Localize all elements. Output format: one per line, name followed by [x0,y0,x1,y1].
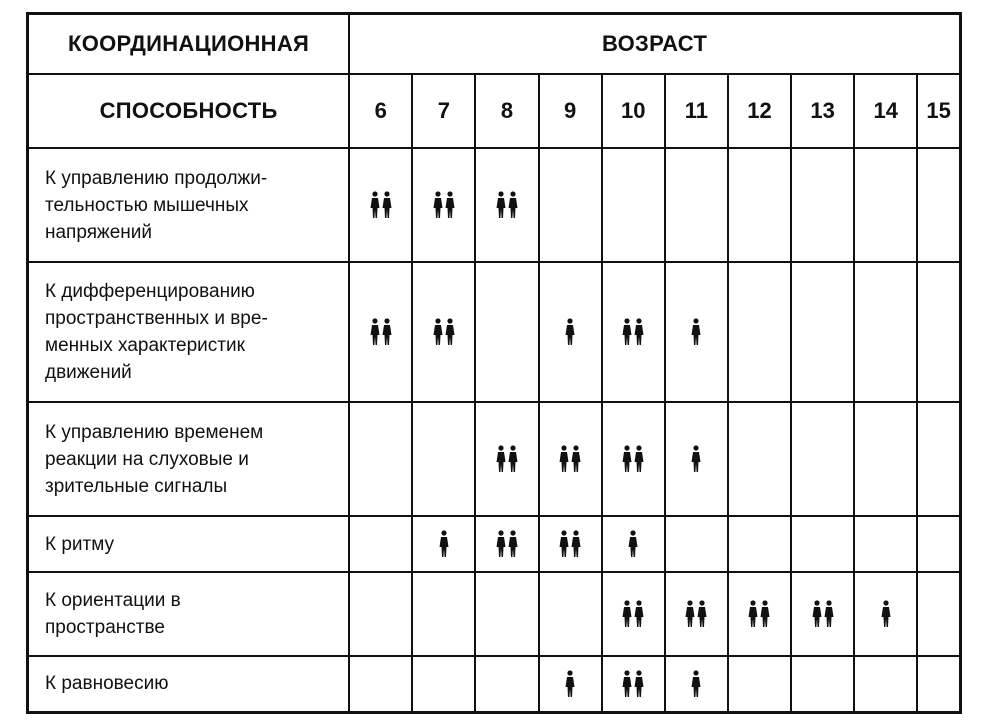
person-icon [622,670,632,698]
coordination-age-table [26,12,962,714]
age-6: 6 [349,74,412,148]
age-8: 8 [475,74,538,148]
person-icon [370,318,380,346]
mark-cell-age-9 [539,572,602,656]
person-icon [622,600,632,628]
table-row [28,656,961,712]
two-persons-icon [495,196,519,213]
person-icon [508,191,518,219]
two-persons-icon [811,605,835,622]
mark-cell-age-6 [349,402,412,516]
person-icon [496,191,506,219]
two-persons-icon [432,323,456,340]
age-10: 10 [602,74,665,148]
mark-cell-age-11 [665,262,728,402]
age-12: 12 [728,74,791,148]
ability-label: К ритму [28,516,350,572]
mark-cell-age-7 [412,148,475,262]
two-persons-icon [747,605,771,622]
two-persons-icon [621,675,645,692]
person-icon [697,600,707,628]
two-persons-icon [495,535,519,552]
ability-label: К управлению временем реакции на слуховые и зрительные сигналы [28,402,350,516]
mark-cell-age-7 [412,402,475,516]
mark-cell-age-13 [791,402,854,516]
mark-cell-age-14 [854,516,917,572]
person-icon [370,191,380,219]
ability-label: К равновесию [28,656,350,712]
person-icon [627,535,639,552]
mark-cell-age-12 [728,572,791,656]
mark-cell-age-11 [665,572,728,656]
ability-header-line1: КООРДИНАЦИОННАЯ [28,14,350,75]
mark-cell-age-12 [728,148,791,262]
mark-cell-age-10 [602,148,665,262]
mark-cell-age-15 [917,516,960,572]
person-icon [691,318,701,346]
person-icon [564,675,576,692]
mark-cell-age-7 [412,656,475,712]
person-icon [634,670,644,698]
mark-cell-age-7 [412,262,475,402]
mark-cell-age-6 [349,148,412,262]
person-icon [564,323,576,340]
ability-header-line2: СПОСОБНОСТЬ [28,74,350,148]
two-persons-icon [621,450,645,467]
person-icon [433,318,443,346]
person-icon [690,450,702,467]
two-persons-icon [369,196,393,213]
table-row [28,148,961,262]
person-icon [565,318,575,346]
mark-cell-age-12 [728,516,791,572]
person-icon [382,191,392,219]
mark-cell-age-10 [602,516,665,572]
mark-cell-age-15 [917,148,960,262]
person-icon [508,530,518,558]
mark-cell-age-6 [349,262,412,402]
mark-cell-age-14 [854,402,917,516]
table-row [28,262,961,402]
age-15: 15 [917,74,960,148]
mark-cell-age-11 [665,516,728,572]
mark-cell-age-9 [539,516,602,572]
mark-cell-age-8 [475,572,538,656]
person-icon [748,600,758,628]
mark-cell-age-10 [602,572,665,656]
mark-cell-age-13 [791,572,854,656]
age-7: 7 [412,74,475,148]
person-icon [559,530,569,558]
person-icon [445,191,455,219]
header-row-ages [28,74,961,148]
mark-cell-age-6 [349,572,412,656]
table-row [28,402,961,516]
person-icon [691,670,701,698]
person-icon [439,530,449,558]
mark-cell-age-11 [665,148,728,262]
mark-cell-age-9 [539,148,602,262]
person-icon [812,600,822,628]
person-icon [622,445,632,473]
header-row-top [28,14,961,75]
mark-cell-age-12 [728,402,791,516]
person-icon [433,191,443,219]
mark-cell-age-10 [602,656,665,712]
mark-cell-age-13 [791,262,854,402]
mark-cell-age-15 [917,572,960,656]
mark-cell-age-13 [791,516,854,572]
mark-cell-age-7 [412,572,475,656]
table-row [28,572,961,656]
mark-cell-age-14 [854,148,917,262]
ability-label: К управлению продолжи- тельностью мышечных напряжений [28,148,350,262]
person-icon [634,445,644,473]
person-icon [559,445,569,473]
two-persons-icon [432,196,456,213]
two-persons-icon [684,605,708,622]
person-icon [496,445,506,473]
person-icon [382,318,392,346]
person-icon [685,600,695,628]
person-icon [622,318,632,346]
table-row [28,516,961,572]
two-persons-icon [621,323,645,340]
person-icon [691,445,701,473]
mark-cell-age-6 [349,516,412,572]
mark-cell-age-6 [349,656,412,712]
person-icon [824,600,834,628]
ability-label: К ориентации в пространстве [28,572,350,656]
person-icon [445,318,455,346]
mark-cell-age-8 [475,262,538,402]
mark-cell-age-13 [791,148,854,262]
age-header: ВОЗРАСТ [349,14,960,75]
mark-cell-age-8 [475,148,538,262]
person-icon [496,530,506,558]
person-icon [565,670,575,698]
mark-cell-age-14 [854,262,917,402]
person-icon [438,535,450,552]
person-icon [690,323,702,340]
mark-cell-age-13 [791,656,854,712]
mark-cell-age-11 [665,402,728,516]
age-9: 9 [539,74,602,148]
person-icon [690,675,702,692]
mark-cell-age-14 [854,572,917,656]
mark-cell-age-12 [728,656,791,712]
person-icon [508,445,518,473]
two-persons-icon [621,605,645,622]
mark-cell-age-9 [539,262,602,402]
mark-cell-age-7 [412,516,475,572]
mark-cell-age-15 [917,402,960,516]
person-icon [881,600,891,628]
mark-cell-age-8 [475,656,538,712]
mark-cell-age-9 [539,656,602,712]
mark-cell-age-10 [602,262,665,402]
mark-cell-age-11 [665,656,728,712]
mark-cell-age-14 [854,656,917,712]
person-icon [571,530,581,558]
mark-cell-age-8 [475,516,538,572]
two-persons-icon [369,323,393,340]
person-icon [628,530,638,558]
two-persons-icon [558,450,582,467]
age-11: 11 [665,74,728,148]
mark-cell-age-8 [475,402,538,516]
person-icon [760,600,770,628]
mark-cell-age-15 [917,656,960,712]
ability-label: К дифференцированию пространственных и вре- менных характеристик движений [28,262,350,402]
mark-cell-age-12 [728,262,791,402]
mark-cell-age-10 [602,402,665,516]
age-14: 14 [854,74,917,148]
mark-cell-age-15 [917,262,960,402]
two-persons-icon [558,535,582,552]
age-13: 13 [791,74,854,148]
person-icon [880,605,892,622]
person-icon [634,600,644,628]
person-icon [571,445,581,473]
person-icon [634,318,644,346]
two-persons-icon [495,450,519,467]
mark-cell-age-9 [539,402,602,516]
